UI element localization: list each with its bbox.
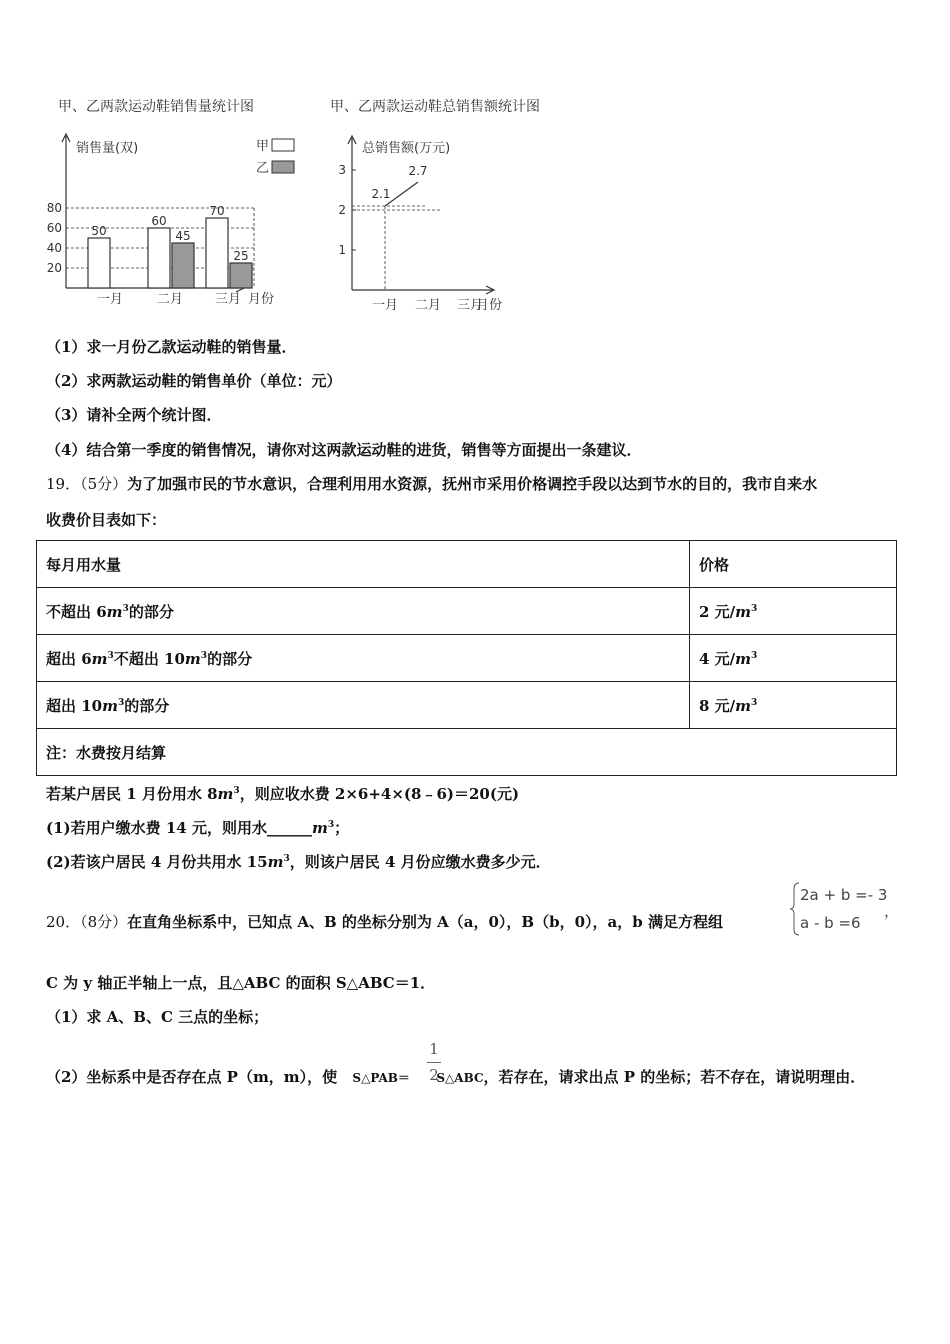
row-1-usage: 不超出 $6m^3$的部分 [37, 588, 690, 635]
q20-stem-text: 在直角坐标系中，已知点 A、B 的坐标分别为 A（a，0），B（b，0），a，b 满足方程组 [127, 913, 723, 931]
y-axis-label: 销售量(双) [76, 141, 139, 156]
bar-chart [30, 126, 310, 322]
bar-label-jia: 60 [151, 214, 167, 228]
y-tick-label: 40 [46, 241, 62, 255]
y-tick-label: 2 [338, 203, 346, 217]
y-tick-label: 60 [46, 221, 62, 235]
point-label: 2.7 [408, 164, 428, 178]
q19-number: 19．（5分） [46, 475, 128, 493]
y-axis-label: 总销售额(万元) [362, 141, 451, 156]
table-row [37, 635, 897, 682]
bar-label-jia: 70 [209, 204, 225, 218]
s-abc: S△ABC [436, 1071, 484, 1085]
y-tick-label: 80 [46, 201, 62, 215]
q18-part-1: （1）求一月份乙款运动鞋的销售量． [46, 338, 297, 356]
header-usage: 每月用水量 [37, 541, 690, 588]
q19-example: 若某户居民 1 月份用水 $8m^3$，则应收水费 2×6+4×(8﹣6)＝20(元) [46, 785, 520, 803]
row-3-usage: 超出 $10m^3$的部分 [37, 682, 690, 729]
q20-stem-2: C 为 y 轴正半轴上一点，且△ABC 的面积 S△ABC＝1． [46, 974, 436, 992]
x-tick-label: 二月 [414, 298, 442, 313]
y-tick-label: 3 [338, 163, 346, 177]
fraction-bar [427, 1062, 441, 1063]
y-tick-label: 20 [46, 261, 62, 275]
s-pab: S△PAB＝ [352, 1071, 410, 1085]
bar-yi [230, 263, 252, 288]
q19-part-1: (1)若用户缴水费 14 元，则用水$\_\_\_\_\_\_m^3$； [46, 819, 350, 837]
fraction-numerator: 1 [429, 1040, 439, 1058]
bar-jia [206, 218, 228, 288]
line-chart [330, 126, 530, 322]
table-header-row [37, 541, 897, 588]
q20-number: 20．（8分） [46, 913, 128, 931]
fraction-denominator: 2 [429, 1066, 439, 1084]
legend-swatch-yi [272, 161, 294, 173]
legend-label-jia: 甲 [256, 139, 270, 154]
table-note-row [37, 729, 897, 776]
legend-swatch-jia [272, 139, 294, 151]
legend-label-yi: 乙 [256, 161, 270, 176]
q20-part-1: （1）求 A、B、C 三点的坐标； [46, 1008, 269, 1026]
equation-system [790, 880, 900, 940]
row-1-price: 2 元$/m^3$ [690, 588, 897, 635]
row-2-usage: 超出 $6m^3$不超出 $10m^3$的部分 [37, 635, 690, 682]
header-price: 价格 [690, 541, 897, 588]
bar-yi [172, 243, 194, 288]
bar-label-jia: 50 [91, 224, 107, 238]
bar-label-yi: 45 [175, 229, 191, 243]
x-tick-label: 二月 [156, 292, 184, 307]
bar-jia [88, 238, 110, 288]
bar-label-yi: 25 [233, 249, 249, 263]
q18-part-4: （4）结合第一季度的销售情况，请你对这两款运动鞋的进货，销售等方面提出一条建议． [46, 441, 642, 459]
equation-comma: ， [884, 902, 900, 920]
q20-stem [46, 911, 723, 932]
q20-part-2: （2）坐标系中是否存在点 P（m，m），使 S△PAB＝ S△ABC，若存在，请求出点 P 的坐标；若不存在，请说明理由． [46, 1068, 866, 1086]
brace-icon [790, 882, 800, 936]
q18-part-2: （2）求两款运动鞋的销售单价（单位：元） [46, 372, 342, 390]
x-tick-label: 一月 [96, 292, 124, 307]
x-tick-label: 三月 [456, 298, 484, 313]
bar-chart-title: 甲、乙两款运动鞋销售量统计图 [58, 99, 254, 115]
table-note: 注：水费按月结算 [37, 729, 897, 776]
q19-stem-2: 收费价目表如下： [46, 511, 167, 529]
row-3-price: 8 元$/m^3$ [690, 682, 897, 729]
q18-part-3: （3）请补全两个统计图． [46, 406, 222, 424]
equation-1: 2a + b =- 3 [800, 886, 888, 904]
y-tick-label: 1 [338, 243, 346, 257]
q19-stem-1: 为了加强市民的节水意识，合理利用用水资源，抚州市采用价格调控手段以达到节水的目的，我市自来水 [127, 475, 818, 493]
row-2-price: 4 元$/m^3$ [690, 635, 897, 682]
x-tick-label: 三月 [214, 292, 242, 307]
x-tick-label: 一月 [371, 298, 399, 313]
table-row [37, 588, 897, 635]
x-axis-label: 月份 [248, 292, 275, 307]
equation-2: a - b =6 [800, 914, 861, 932]
x-axis-label: 月份 [476, 298, 503, 313]
table-row [37, 682, 897, 729]
q19-part-2: (2)若该户居民 4 月份共用水 $15m^3$，则该户居民 4 月份应缴水费多少元． [46, 853, 551, 871]
water-price-table [36, 540, 897, 776]
point-label: 2.1 [371, 187, 391, 201]
q19-stem [46, 473, 817, 494]
bar-jia [148, 228, 170, 288]
line-chart-title: 甲、乙两款运动鞋总销售额统计图 [330, 99, 540, 115]
